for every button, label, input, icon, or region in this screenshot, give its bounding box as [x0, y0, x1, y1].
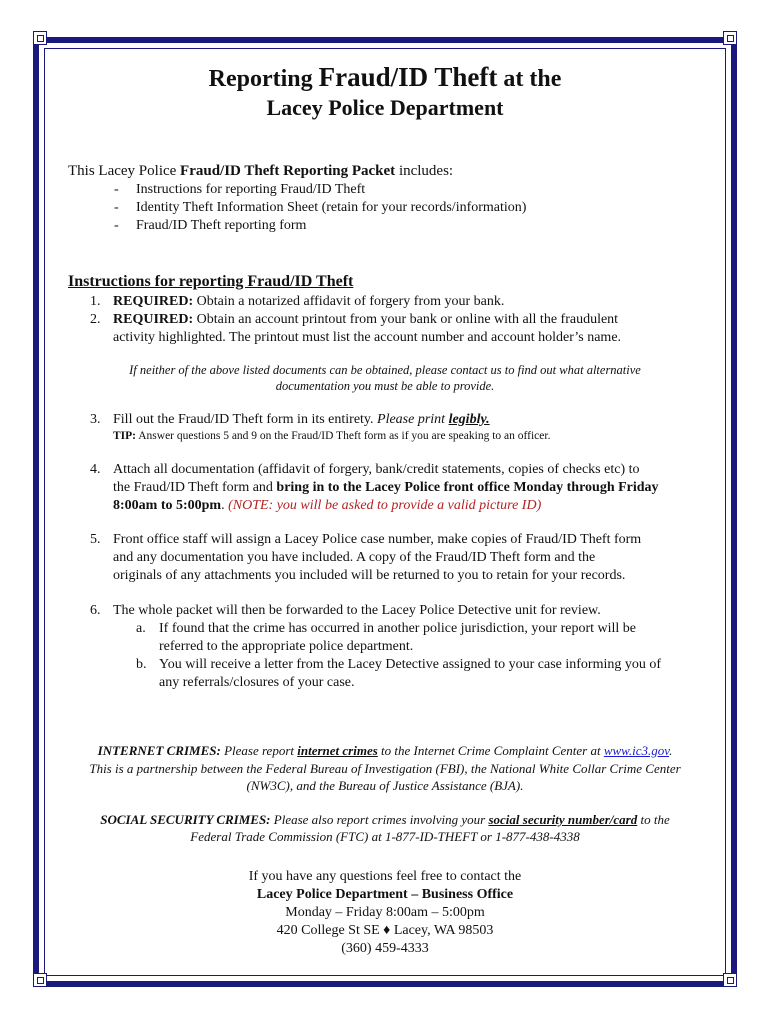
- internet-crimes-line: This is a partnership between the Federal Bureau of Investigation (FBI), the National White Collar Crime Center: [89, 761, 681, 776]
- contact-address: 420 College St SE ♦ Lacey, WA 98503: [276, 923, 494, 938]
- ssn-crimes-line: SOCIAL SECURITY CRIMES: Please also report crimes involving your social security number/card to the: [100, 812, 670, 827]
- step-number: 1.: [90, 294, 101, 309]
- corner-ornament-top-right: [723, 31, 737, 45]
- step-3-text: Fill out the Fraud/ID Theft form in its entirety. Please print legibly.: [113, 412, 490, 427]
- internet-crimes-line: INTERNET CRIMES: Please report internet crimes to the Internet Crime Complaint Center at www.ic3.gov.: [97, 743, 673, 758]
- contact-line: If you have any questions feel free to contact the: [248, 869, 522, 884]
- step-4-text-cont: 8:00am to 5:00pm. (NOTE: you will be asked to provide a valid picture ID): [113, 498, 542, 513]
- list-bullet: -: [114, 218, 119, 233]
- internet-crimes-line: (NW3C), and the Bureau of Justice Assistance (BJA).: [246, 778, 524, 793]
- step-number: 5.: [90, 532, 101, 547]
- substep-b-text-cont: any referrals/closures of your case.: [159, 675, 355, 690]
- list-bullet: -: [114, 182, 119, 197]
- substep-label: b.: [136, 657, 147, 672]
- step-3-tip: TIP: Answer questions 5 and 9 on the Fraud/ID Theft form as if you are speaking to an officer.: [113, 430, 551, 442]
- page-title: Reporting Fraud/ID Theft at the: [208, 62, 562, 92]
- step-2-text: REQUIRED: Obtain an account printout from your bank or online with all the fraudulent: [113, 312, 619, 327]
- corner-ornament-bottom-left: [33, 973, 47, 987]
- ssn-crimes-line: Federal Trade Commission (FTC) at 1-877-ID-THEFT or 1-877-438-4338: [190, 829, 580, 844]
- contact-office: Lacey Police Department – Business Office: [256, 887, 514, 902]
- section-heading: Instructions for reporting Fraud/ID Theft: [68, 273, 354, 290]
- step-4-text: Attach all documentation (affidavit of forgery, bank/credit statements, copies of checks etc) to: [113, 462, 640, 477]
- list-bullet: -: [114, 200, 119, 215]
- substep-label: a.: [136, 621, 146, 636]
- step-1-text: REQUIRED: Obtain a notarized affidavit of forgery from your bank.: [113, 294, 505, 309]
- corner-ornament-top-left: [33, 31, 47, 45]
- substep-a-text-cont: referred to the appropriate police department.: [159, 639, 414, 654]
- note-line: documentation you must be able to provide.: [275, 379, 495, 393]
- corner-ornament-bottom-right: [723, 973, 737, 987]
- contact-hours: Monday – Friday 8:00am – 5:00pm: [285, 905, 485, 920]
- intro-text: This Lacey Police Fraud/ID Theft Reporting Packet includes:: [68, 163, 454, 179]
- substep-a-text: If found that the crime has occurred in another police jurisdiction, your report will be: [159, 621, 637, 636]
- substep-b-text: You will receive a letter from the Lacey Detective assigned to your case informing you of: [159, 657, 662, 672]
- step-5-text-cont: originals of any attachments you included will be returned to you to retain for your records.: [113, 568, 626, 583]
- step-4-text-cont: the Fraud/ID Theft form and bring in to the Lacey Police front office Monday through Friday: [113, 480, 659, 495]
- intro-list-item: Instructions for reporting Fraud/ID Theft: [136, 182, 366, 197]
- step-2-text-cont: activity highlighted. The printout must list the account number and account holder’s name.: [113, 330, 622, 345]
- page-subtitle: Lacey Police Department: [266, 95, 504, 120]
- ic3-link[interactable]: www.ic3.gov: [603, 743, 670, 758]
- step-number: 2.: [90, 312, 101, 327]
- step-number: 6.: [90, 603, 101, 618]
- contact-phone: (360) 459-4333: [341, 941, 429, 956]
- intro-list-item: Identity Theft Information Sheet (retain for your records/information): [136, 200, 527, 215]
- step-6-text: The whole packet will then be forwarded to the Lacey Police Detective unit for review.: [113, 603, 601, 618]
- intro-list-item: Fraud/ID Theft reporting form: [136, 218, 307, 233]
- step-5-text: Front office staff will assign a Lacey Police case number, make copies of Fraud/ID Theft form: [113, 532, 642, 547]
- note-line: If neither of the above listed documents can be obtained, please contact us to find out what alternative: [129, 363, 641, 377]
- step-5-text-cont: and any documentation you have included. A copy of the Fraud/ID Theft form and the: [113, 550, 596, 565]
- step-number: 3.: [90, 412, 101, 427]
- step-number: 4.: [90, 462, 101, 477]
